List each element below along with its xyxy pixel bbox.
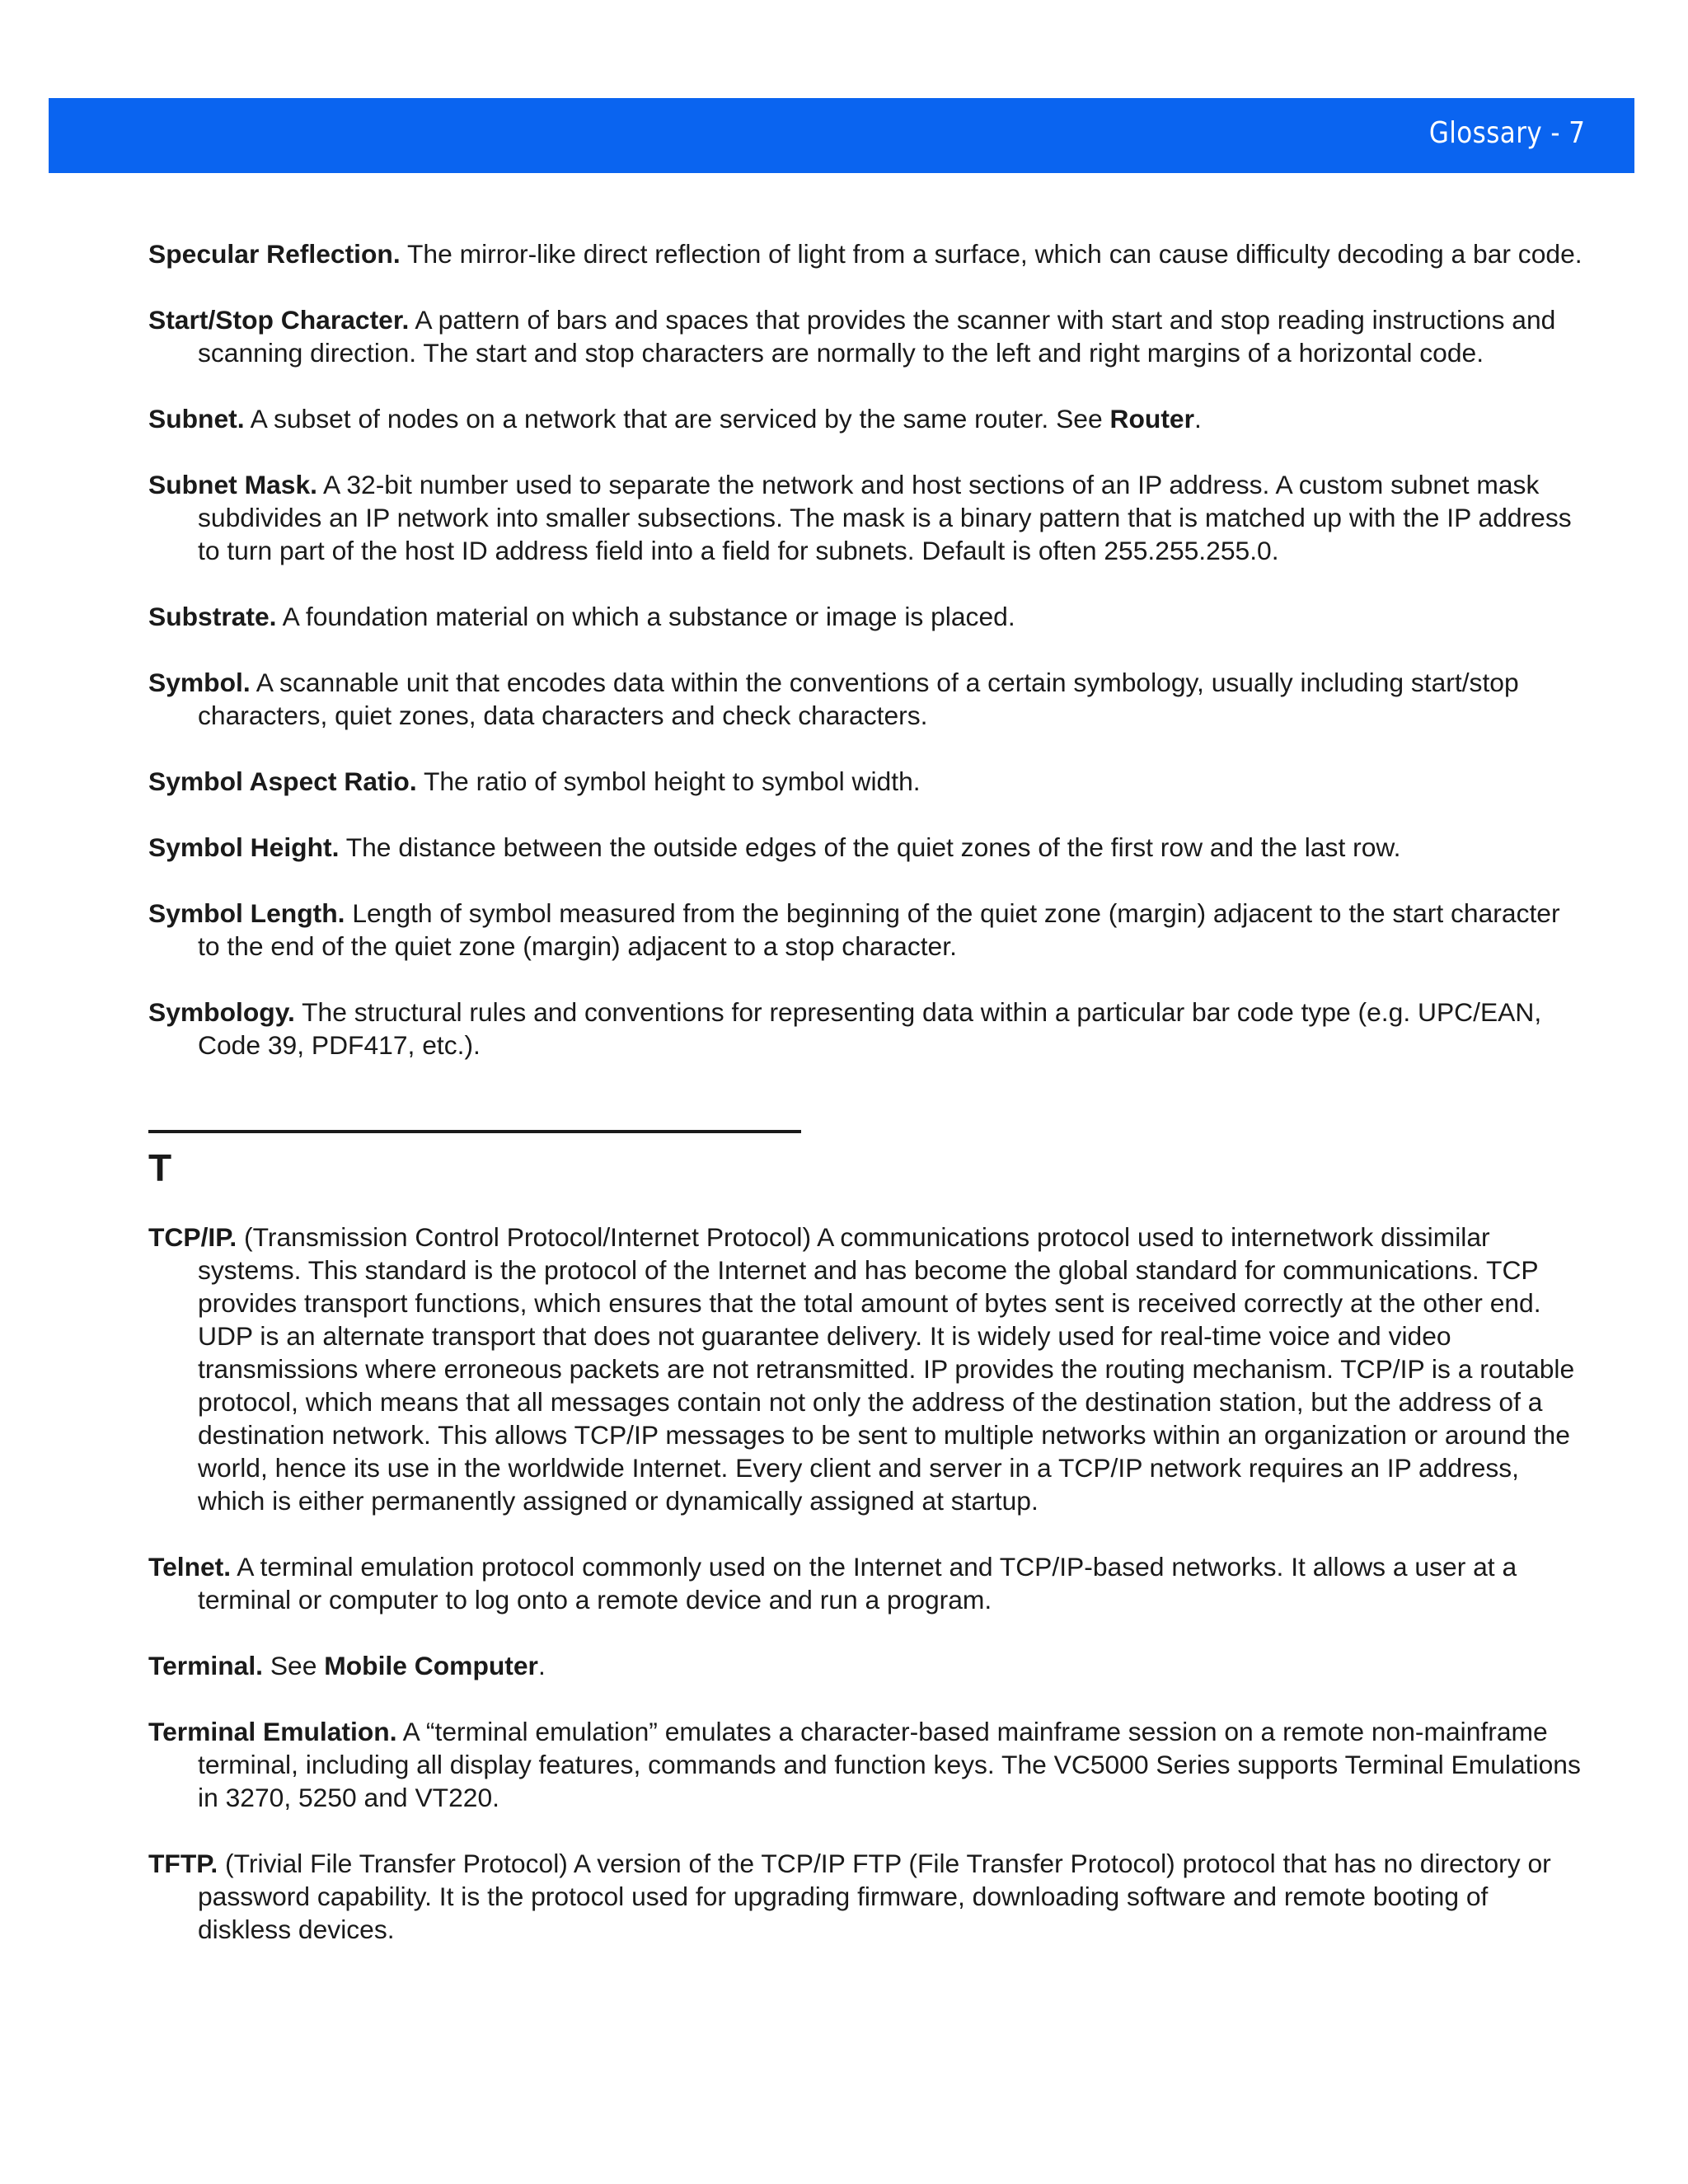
- entry-definition: The ratio of symbol height to symbol width.: [416, 766, 921, 796]
- entry-term: Telnet.: [148, 1552, 232, 1582]
- glossary-entry-symbol-aspect-ratio: [148, 765, 1582, 798]
- cross-reference-router: Router: [1109, 404, 1194, 434]
- glossary-entry-subnet: [148, 402, 1582, 435]
- entry-definition: A terminal emulation protocol commonly used on the Internet and TCP/IP-based networks. It allows a user at a terminal or computer to log onto a remote device and run a program.: [198, 1552, 1517, 1615]
- entry-term: Specular Reflection.: [148, 239, 401, 269]
- section-heading-t: T: [148, 1146, 172, 1189]
- glossary-entry-telnet: [148, 1550, 1582, 1616]
- entry-definition: (Transmission Control Protocol/Internet Protocol) A communications protocol used to internetwork dissimilar systems. This standard is the protocol of the Internet and has become the global standard for communications. TCP provides transport functions, which ensures that the total amount of bytes sent is received correctly at the other end. UDP is an alternate transport that does not guarantee delivery. It is widely used for real-time voice and video transmissions where erroneous packets are not retransmitted. IP provides the routing mechanism. TCP/IP is a routable protocol, which means that all messages contain not only the address of the destination station, but the address of a destination network. This allows TCP/IP messages to be sent to multiple networks within an organization or around the world, hence its use in the worldwide Internet. Every client and server in a TCP/IP network requires an IP address, which is either permanently assigned or dynamically assigned at startup.: [198, 1222, 1575, 1516]
- glossary-entry-tftp: [148, 1847, 1582, 1946]
- entry-term: Terminal Emulation.: [148, 1717, 397, 1746]
- glossary-entry-specular-reflection: [148, 237, 1582, 270]
- entry-term: Symbol Length.: [148, 898, 345, 928]
- glossary-entry-start-stop-character: [148, 303, 1582, 369]
- glossary-entry-terminal-emulation: [148, 1715, 1582, 1814]
- entry-term: Start/Stop Character.: [148, 305, 410, 335]
- glossary-entry-symbol-length: [148, 897, 1582, 963]
- entry-definition: A foundation material on which a substance or image is placed.: [276, 602, 1015, 631]
- entry-term: Symbol.: [148, 668, 251, 697]
- entry-term: Symbol Height.: [148, 832, 340, 862]
- page-title: Glossary - 7: [1428, 116, 1585, 150]
- entry-term: Subnet.: [148, 404, 245, 434]
- glossary-entry-subnet-mask: [148, 468, 1582, 567]
- entry-definition: (Trivial File Transfer Protocol) A version of the TCP/IP FTP (File Transfer Protocol) protocol that has no directory or password capability. It is the protocol used for upgrading firmware, downloading software and remote booting of diskless devices.: [198, 1849, 1551, 1944]
- header-bar: [49, 98, 1634, 173]
- glossary-entry-terminal: [148, 1649, 1582, 1682]
- entry-term: Substrate.: [148, 602, 277, 631]
- entry-term: Symbol Aspect Ratio.: [148, 766, 417, 796]
- entry-definition: A “terminal emulation” emulates a character-based mainframe session on a remote non-mainframe terminal, including all display features, commands and function keys. The VC5000 Series supports Terminal Emulations in 3270, 5250 and VT220.: [198, 1717, 1581, 1812]
- glossary-content: [148, 237, 1582, 1979]
- cross-reference-mobile-computer: Mobile Computer: [324, 1651, 538, 1680]
- glossary-entry-symbol: [148, 666, 1582, 732]
- entry-term: TCP/IP.: [148, 1222, 237, 1252]
- entry-definition: Length of symbol measured from the beginning of the quiet zone (margin) adjacent to the start character to the end of the quiet zone (margin) adjacent to a stop character.: [198, 898, 1560, 961]
- entry-term: Terminal.: [148, 1651, 264, 1680]
- glossary-entry-substrate: [148, 600, 1582, 633]
- entry-definition: The mirror-like direct reflection of light from a surface, which can cause difficulty decoding a bar code.: [400, 239, 1582, 269]
- section-divider: [148, 1130, 801, 1133]
- entry-punctuation: .: [537, 1651, 546, 1680]
- glossary-entry-symbology: [148, 996, 1582, 1062]
- entry-definition: A pattern of bars and spaces that provides the scanner with start and stop reading instructions and scanning direction. The start and stop characters are normally to the left and right margins of a horizontal code.: [198, 305, 1556, 368]
- entry-definition: A 32-bit number used to separate the network and host sections of an IP address. A custom subnet mask subdivides an IP network into smaller subsections. The mask is a binary pattern that is matched up with the IP address to turn part of the host ID address field into a field for subnets. Default is often 255.255.255.0.: [198, 470, 1572, 565]
- entry-term: TFTP.: [148, 1849, 218, 1878]
- entry-definition: See: [263, 1651, 325, 1680]
- entry-term: Symbology.: [148, 997, 295, 1027]
- entry-definition: The distance between the outside edges of the quiet zones of the first row and the last row.: [339, 832, 1401, 862]
- entry-punctuation: .: [1193, 404, 1202, 434]
- entry-definition: A subset of nodes on a network that are serviced by the same router. See: [244, 404, 1110, 434]
- glossary-entry-tcp-ip: [148, 1221, 1582, 1517]
- entry-term: Subnet Mask.: [148, 470, 317, 499]
- glossary-entry-symbol-height: [148, 831, 1582, 864]
- entry-definition: A scannable unit that encodes data within the conventions of a certain symbology, usually including start/stop characters, quiet zones, data characters and check characters.: [198, 668, 1519, 730]
- entry-definition: The structural rules and conventions for representing data within a particular bar code type (e.g. UPC/EAN, Code 39, PDF417, etc.).: [198, 997, 1542, 1060]
